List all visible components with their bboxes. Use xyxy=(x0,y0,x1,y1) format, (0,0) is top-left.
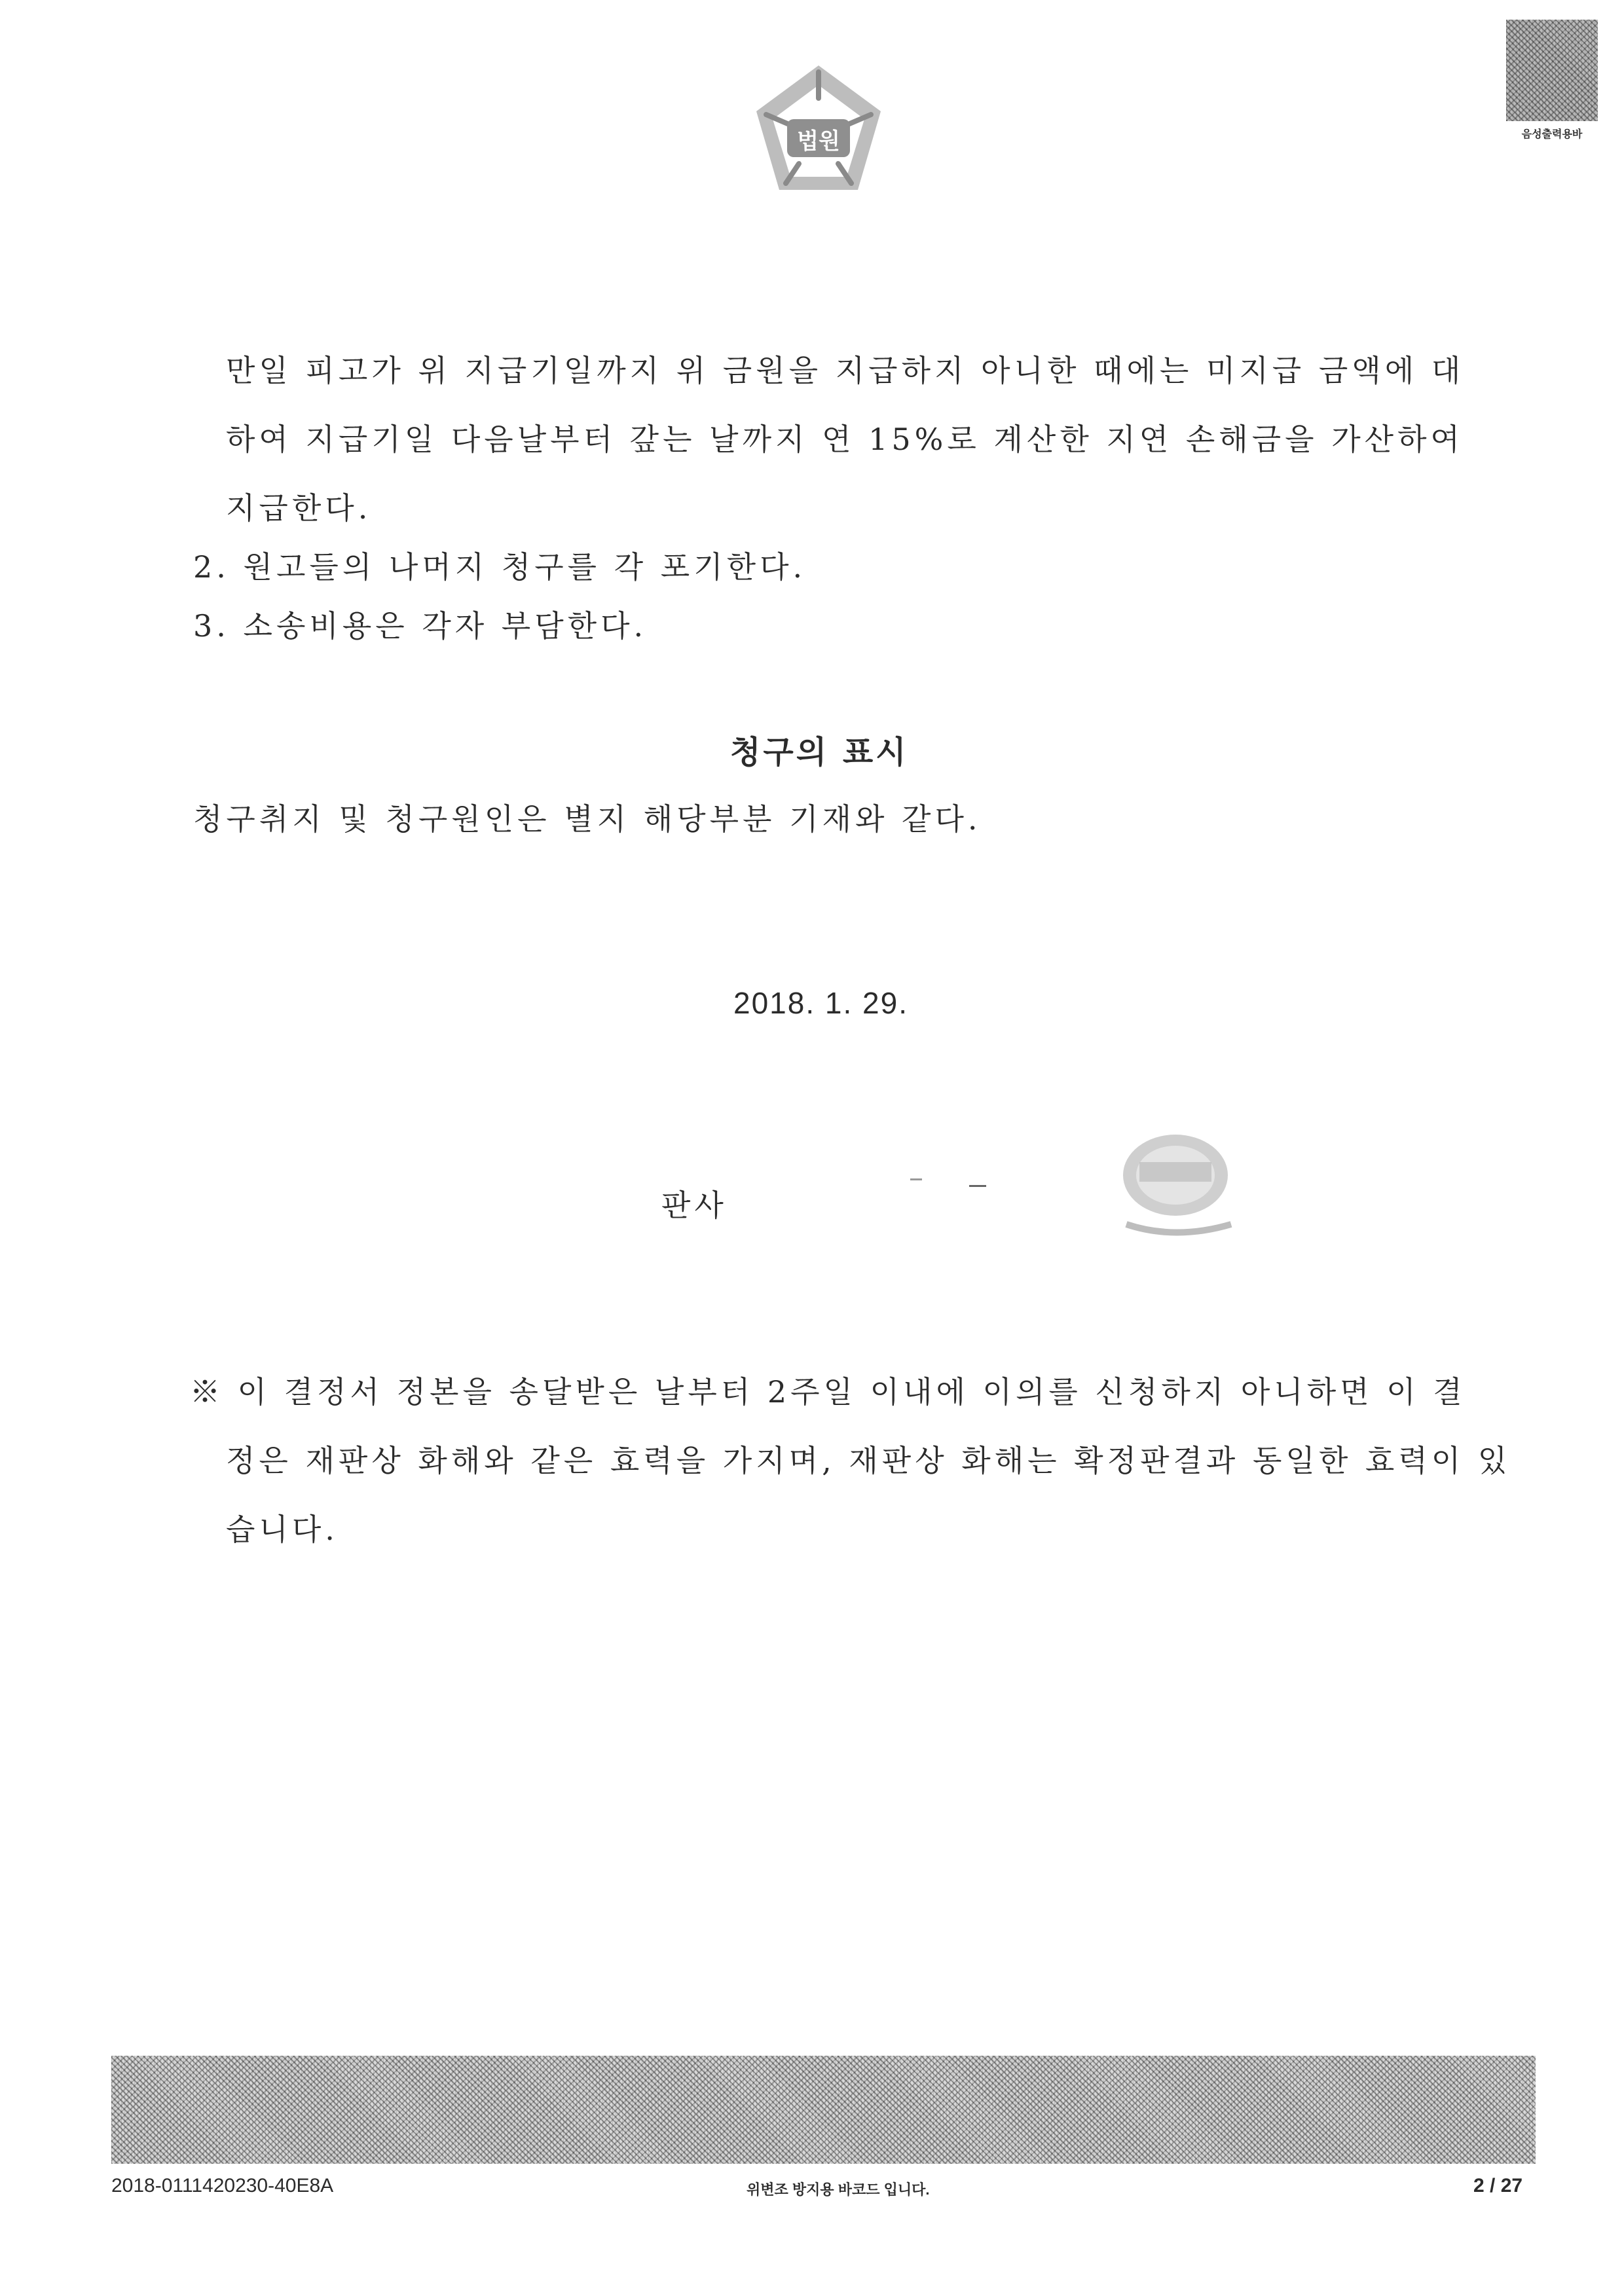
qr-caption: 음성출력용바 xyxy=(1521,129,1583,140)
paragraph-line: 만일 피고가 위 지급기일까지 위 금원을 지급하지 아니한 때에는 미지급 금액에 대 xyxy=(226,353,1465,388)
document-date: 2018. 1. 29. xyxy=(733,986,908,1020)
section-text: 청구취지 및 청구원인은 별지 해당부분 기재와 같다. xyxy=(193,801,982,837)
list-item: 3. 소송비용은 각자 부담한다. xyxy=(193,608,648,644)
redacted-name-mark xyxy=(910,1178,922,1180)
redacted-name-mark xyxy=(969,1185,986,1187)
court-emblem xyxy=(747,59,891,216)
paragraph-line: 지급한다. xyxy=(226,490,372,526)
list-item: 2. 원고들의 나머지 청구를 각 포기한다. xyxy=(193,549,807,585)
notice-line: 습니다. xyxy=(226,1512,339,1547)
page-number: 2 / 27 xyxy=(1473,2175,1523,2196)
notice-line: 정은 재판상 화해와 같은 효력을 가지며, 재판상 화해는 확정판결과 동일한 효력이 있 xyxy=(226,1443,1511,1478)
court-seal-stamp xyxy=(1113,1126,1244,1250)
notice-line: ※ 이 결정서 정본을 송달받은 날부터 2주일 이내에 이의를 신청하지 아니하면 이 결 xyxy=(190,1374,1466,1410)
section-title: 청구의 표시 xyxy=(730,734,909,771)
barcode-caption: 위변조 방지용 바코드 입니다. xyxy=(747,2181,930,2198)
qr-code xyxy=(1506,20,1598,121)
emblem-label: 법원 xyxy=(797,128,840,155)
seal-icon xyxy=(1113,1126,1244,1250)
anti-forgery-barcode xyxy=(111,2056,1536,2164)
document-id: 2018-0111420230-40E8A xyxy=(111,2175,334,2196)
judge-label: 판사 xyxy=(661,1188,728,1223)
paragraph-line: 하여 지급기일 다음날부터 갚는 날까지 연 15%로 계산한 지연 손해금을 가산하여 xyxy=(226,422,1464,457)
